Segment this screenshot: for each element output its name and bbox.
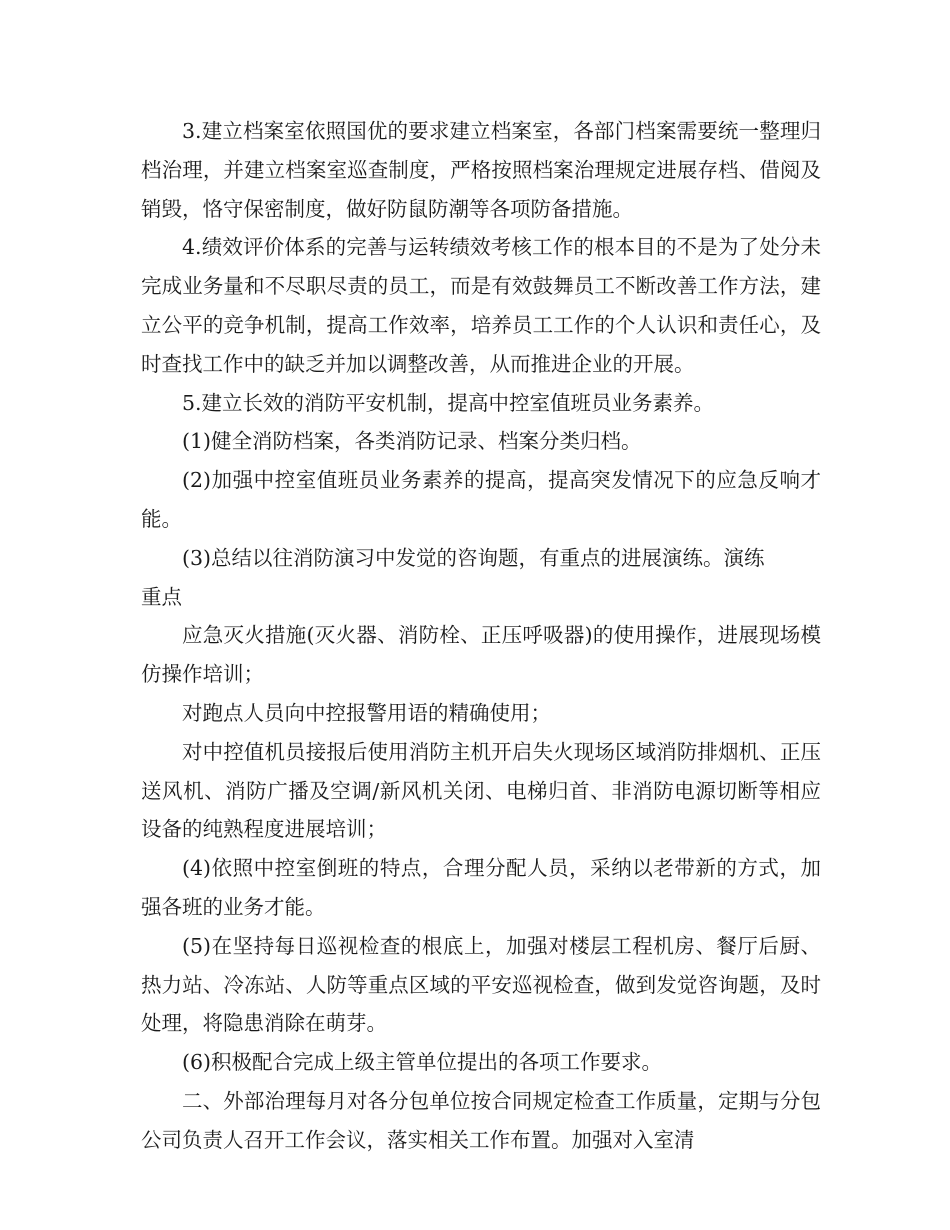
paragraph-archive-room: 3.建立档案室依照国优的要求建立档案室，各部门档案需要统一整理归档治理，并建立档案室巡查制度，严格按照档案治理规定进展存档、借阅及销毁，恪守保密制度，做好防鼠防潮等各项防备措施。 — [141, 119, 821, 221]
paragraph-performance-evaluation: 4.绩效评价体系的完善与运转绩效考核工作的根本目的不是为了处分未完成业务量和不尽职尽责的员工，而是有效鼓舞员工不断改善工作方法，建立公平的竞争机制，提高工作效率，培养员工工作的个人认识和责任心，及时查找工作中的缺乏并加以调整改善，从而推进企业的开展。 — [141, 235, 821, 376]
paragraph-item-4: (4)依照中控室倒班的特点，合理分配人员，采纳以老带新的方式，加强各班的业务才能。 — [141, 856, 821, 919]
paragraph-item-6: (6)积极配合完成上级主管单位提出的各项工作要求。 — [182, 1050, 663, 1075]
paragraph-item-3-continued: 重点 — [141, 584, 182, 609]
paragraph-item-5: (5)在坚持每日巡视检查的根底上，加强对楼层工程机房、餐厅后厨、热力站、冷冻站、人防等重点区域的平安巡视检查，做到发觉咨询题，及时处理，将隐患消除在萌芽。 — [141, 933, 821, 1036]
paragraph-drill-extinguishing: 应急灭火措施(灭火器、消防栓、正压呼吸器)的使用操作，进展现场模仿操作培训； — [141, 623, 821, 687]
paragraph-external-management: 二、外部治理每月对各分包单位按合同规定检查工作质量，定期与分包公司负责人召开工作会议，落实相关工作布置。加强对入室清 — [141, 1088, 821, 1152]
document-body — [141, 112, 821, 1160]
paragraph-item-2: (2)加强中控室值班员业务素养的提高，提高突发情况下的应急反响才能。 — [141, 468, 821, 531]
paragraph-drill-alarm-language: 对跑点人员向中控报警用语的精确使用； — [182, 700, 551, 725]
paragraph-fire-safety-mechanism: 5.建立长效的消防平安机制，提高中控室值班员业务素养。 — [182, 390, 715, 415]
paragraph-item-1: (1)健全消防档案，各类消防记录、档案分类归档。 — [182, 429, 642, 454]
paragraph-drill-control-room: 对中控值机员接报后使用消防主机开启失火现场区域消防排烟机、正压送风机、消防广播及空调/新风机关闭、电梯归首、非消防电源切断等相应设备的纯熟程度进展培训； — [141, 739, 821, 842]
paragraph-item-3: (3)总结以往消防演习中发觉的咨询题，有重点的进展演练。演练 — [182, 545, 765, 570]
